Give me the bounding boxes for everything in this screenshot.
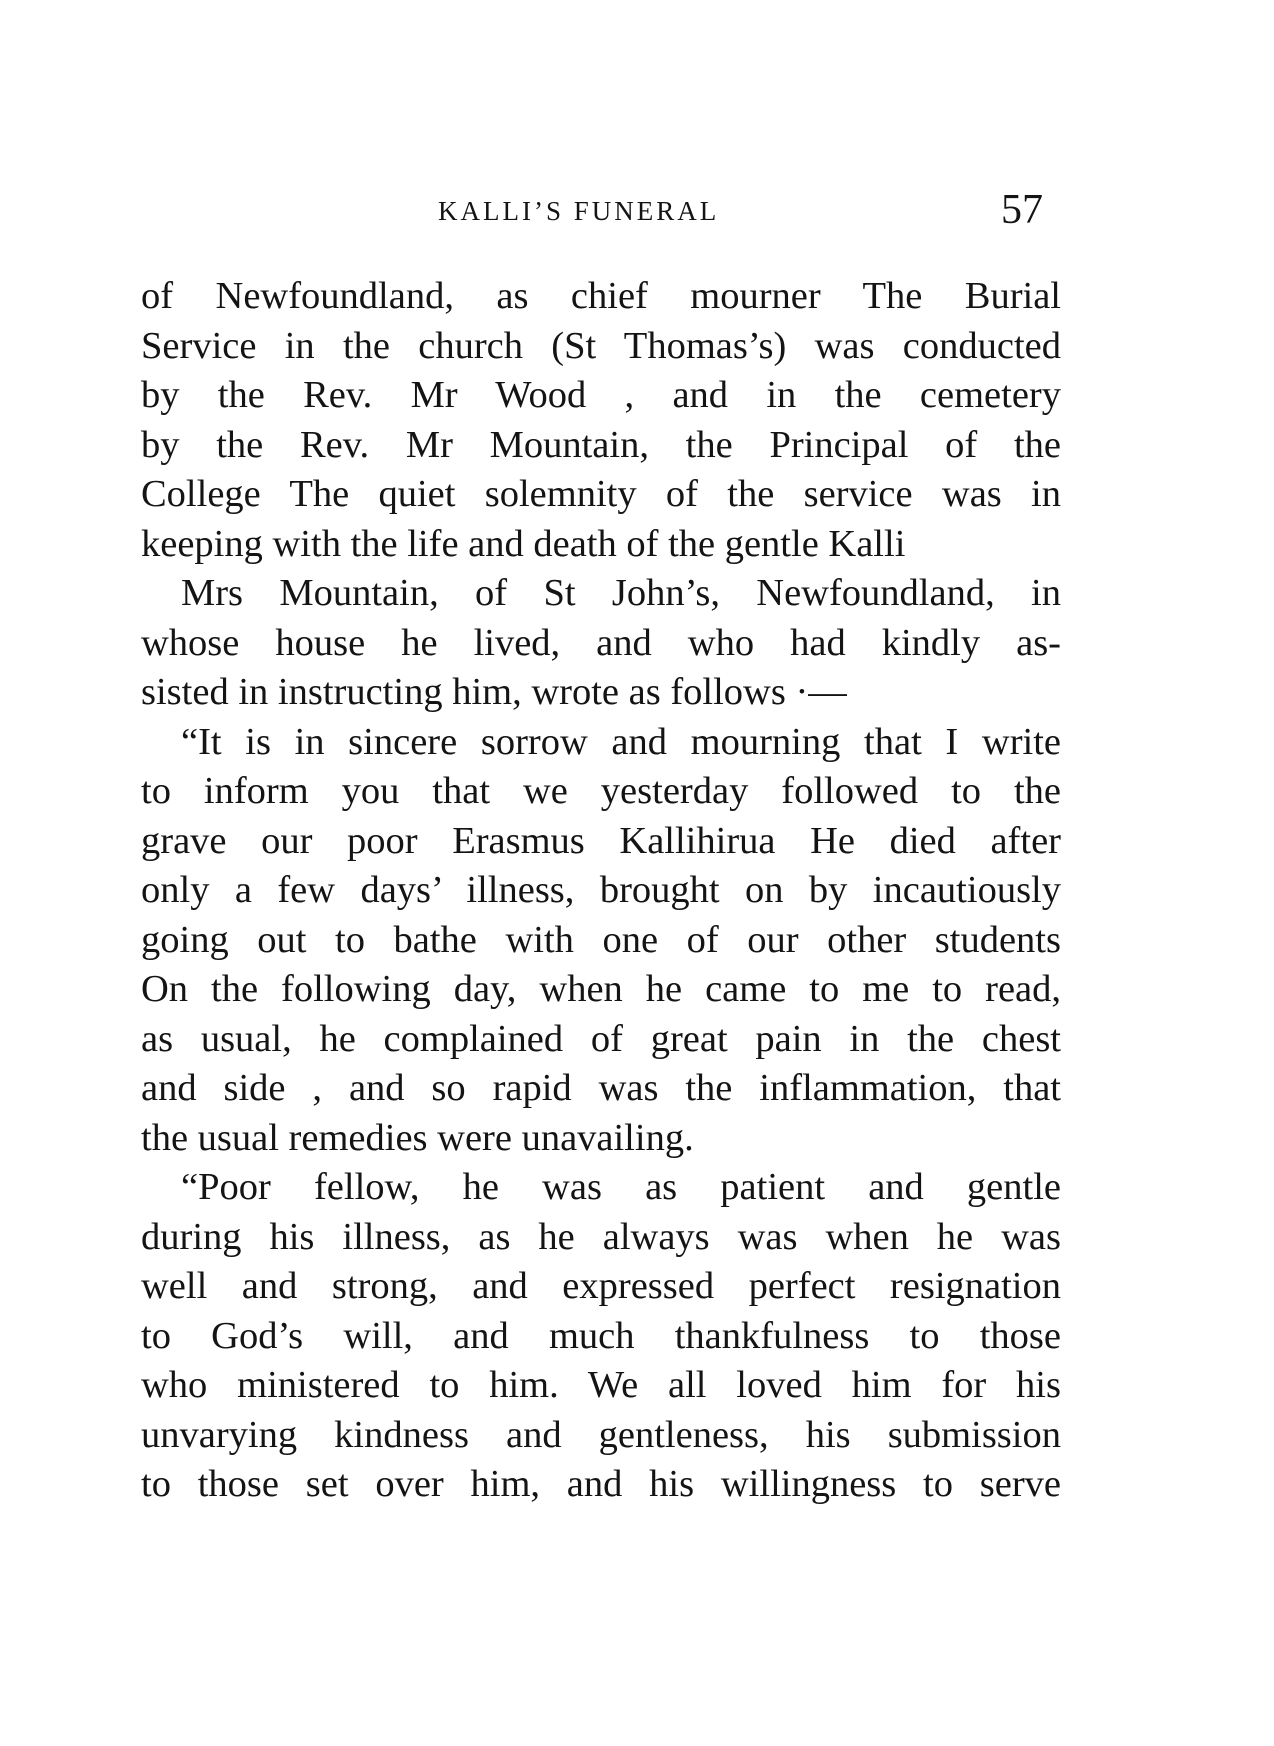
text-line: the usual remedies were unavailing. bbox=[141, 1116, 694, 1159]
text-line: by the Rev. Mr Wood , and in the cemetery bbox=[141, 374, 1061, 416]
text-line: unvarying kindness and gentleness, his submission bbox=[141, 1413, 1061, 1456]
page-number: 57 bbox=[1001, 187, 1043, 233]
body-text bbox=[141, 272, 1061, 1510]
text-line: “Poor fellow, he was as patient and gentle bbox=[181, 1166, 1061, 1208]
text-line: during his illness, as he always was when he was bbox=[141, 1215, 1061, 1258]
text-line: well and strong, and expressed perfect resignation bbox=[141, 1265, 1061, 1307]
text-line: Service in the church (St Thomas’s) was conducted bbox=[141, 324, 1061, 367]
text-line: and side , and so rapid was the inflammation, that bbox=[141, 1067, 1061, 1109]
text-line: of Newfoundland, as chief mourner The Burial bbox=[141, 275, 1061, 317]
text-line: by the Rev. Mr Mountain, the Principal of the bbox=[141, 423, 1061, 466]
text-line: On the following day, when he came to me to read, bbox=[141, 968, 1061, 1010]
text-line: only a few days’ illness, brought on by incautiously bbox=[141, 869, 1061, 911]
text-line: Mrs Mountain, of St John’s, Newfoundland, in bbox=[181, 572, 1061, 614]
text-line: to God’s will, and much thankfulness to those bbox=[141, 1314, 1061, 1357]
text-line: sisted in instructing him, wrote as follows ·— bbox=[141, 671, 847, 713]
text-line: “It is in sincere sorrow and mourning that I write bbox=[181, 720, 1061, 763]
text-line: who ministered to him. We all loved him for his bbox=[141, 1364, 1061, 1406]
text-line: going out to bathe with one of our other students bbox=[141, 918, 1061, 961]
text-line: keeping with the life and death of the gentle Kalli bbox=[141, 522, 906, 565]
text-line: whose house he lived, and who had kindly as- bbox=[141, 621, 1061, 664]
text-line: to those set over him, and his willingness to serve bbox=[141, 1463, 1061, 1505]
running-title: KALLI’S FUNERAL bbox=[438, 196, 720, 226]
running-head bbox=[0, 188, 1274, 238]
text-line: as usual, he complained of great pain in the chest bbox=[141, 1017, 1061, 1060]
text-line: College The quiet solemnity of the service was in bbox=[141, 473, 1061, 515]
text-line: to inform you that we yesterday followed to the bbox=[141, 770, 1061, 812]
text-line: grave our poor Erasmus Kallihirua He died after bbox=[141, 819, 1061, 862]
